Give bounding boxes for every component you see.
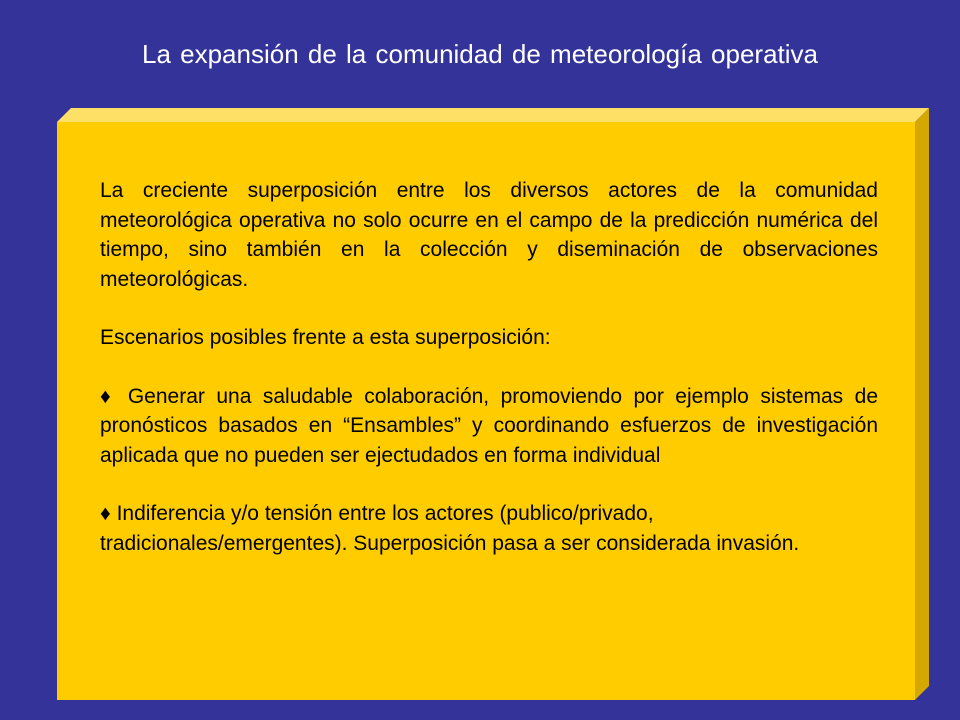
diamond-bullet-icon: ♦ <box>100 502 111 525</box>
diamond-bullet-icon: ♦ <box>100 384 117 408</box>
bullet-item-indifference <box>100 499 820 558</box>
bullet-text: Generar una saludable colaboración, promoviendo por ejemplo sistemas de pronósticos basados en “Ensambles” y coordinando esfuerzos de investigación aplicada que no pueden ser ejectudados en forma individual <box>100 384 878 467</box>
panel-side-bevel <box>915 108 929 700</box>
panel-top-bevel <box>57 108 929 122</box>
slide-title: La expansión de la comunidad de meteorología operativa <box>141 39 818 69</box>
panel-text <box>100 176 878 558</box>
intro-paragraph: La creciente superposición entre los diversos actores de la comunidad meteorológica operativa no solo ocurre en el campo de la predicción numérica del tiempo, sino también en la colección y diseminación de observaciones meteorológicas. <box>100 179 878 291</box>
bullet-item-collaboration <box>100 382 878 471</box>
bullet-text: Indiferencia y/o tensión entre los actores (publico/privado, tradicionales/emergentes). Superposición pasa a ser considerada invasión. <box>100 502 800 555</box>
scenarios-heading: Escenarios posibles frente a esta superposición: <box>100 326 551 349</box>
